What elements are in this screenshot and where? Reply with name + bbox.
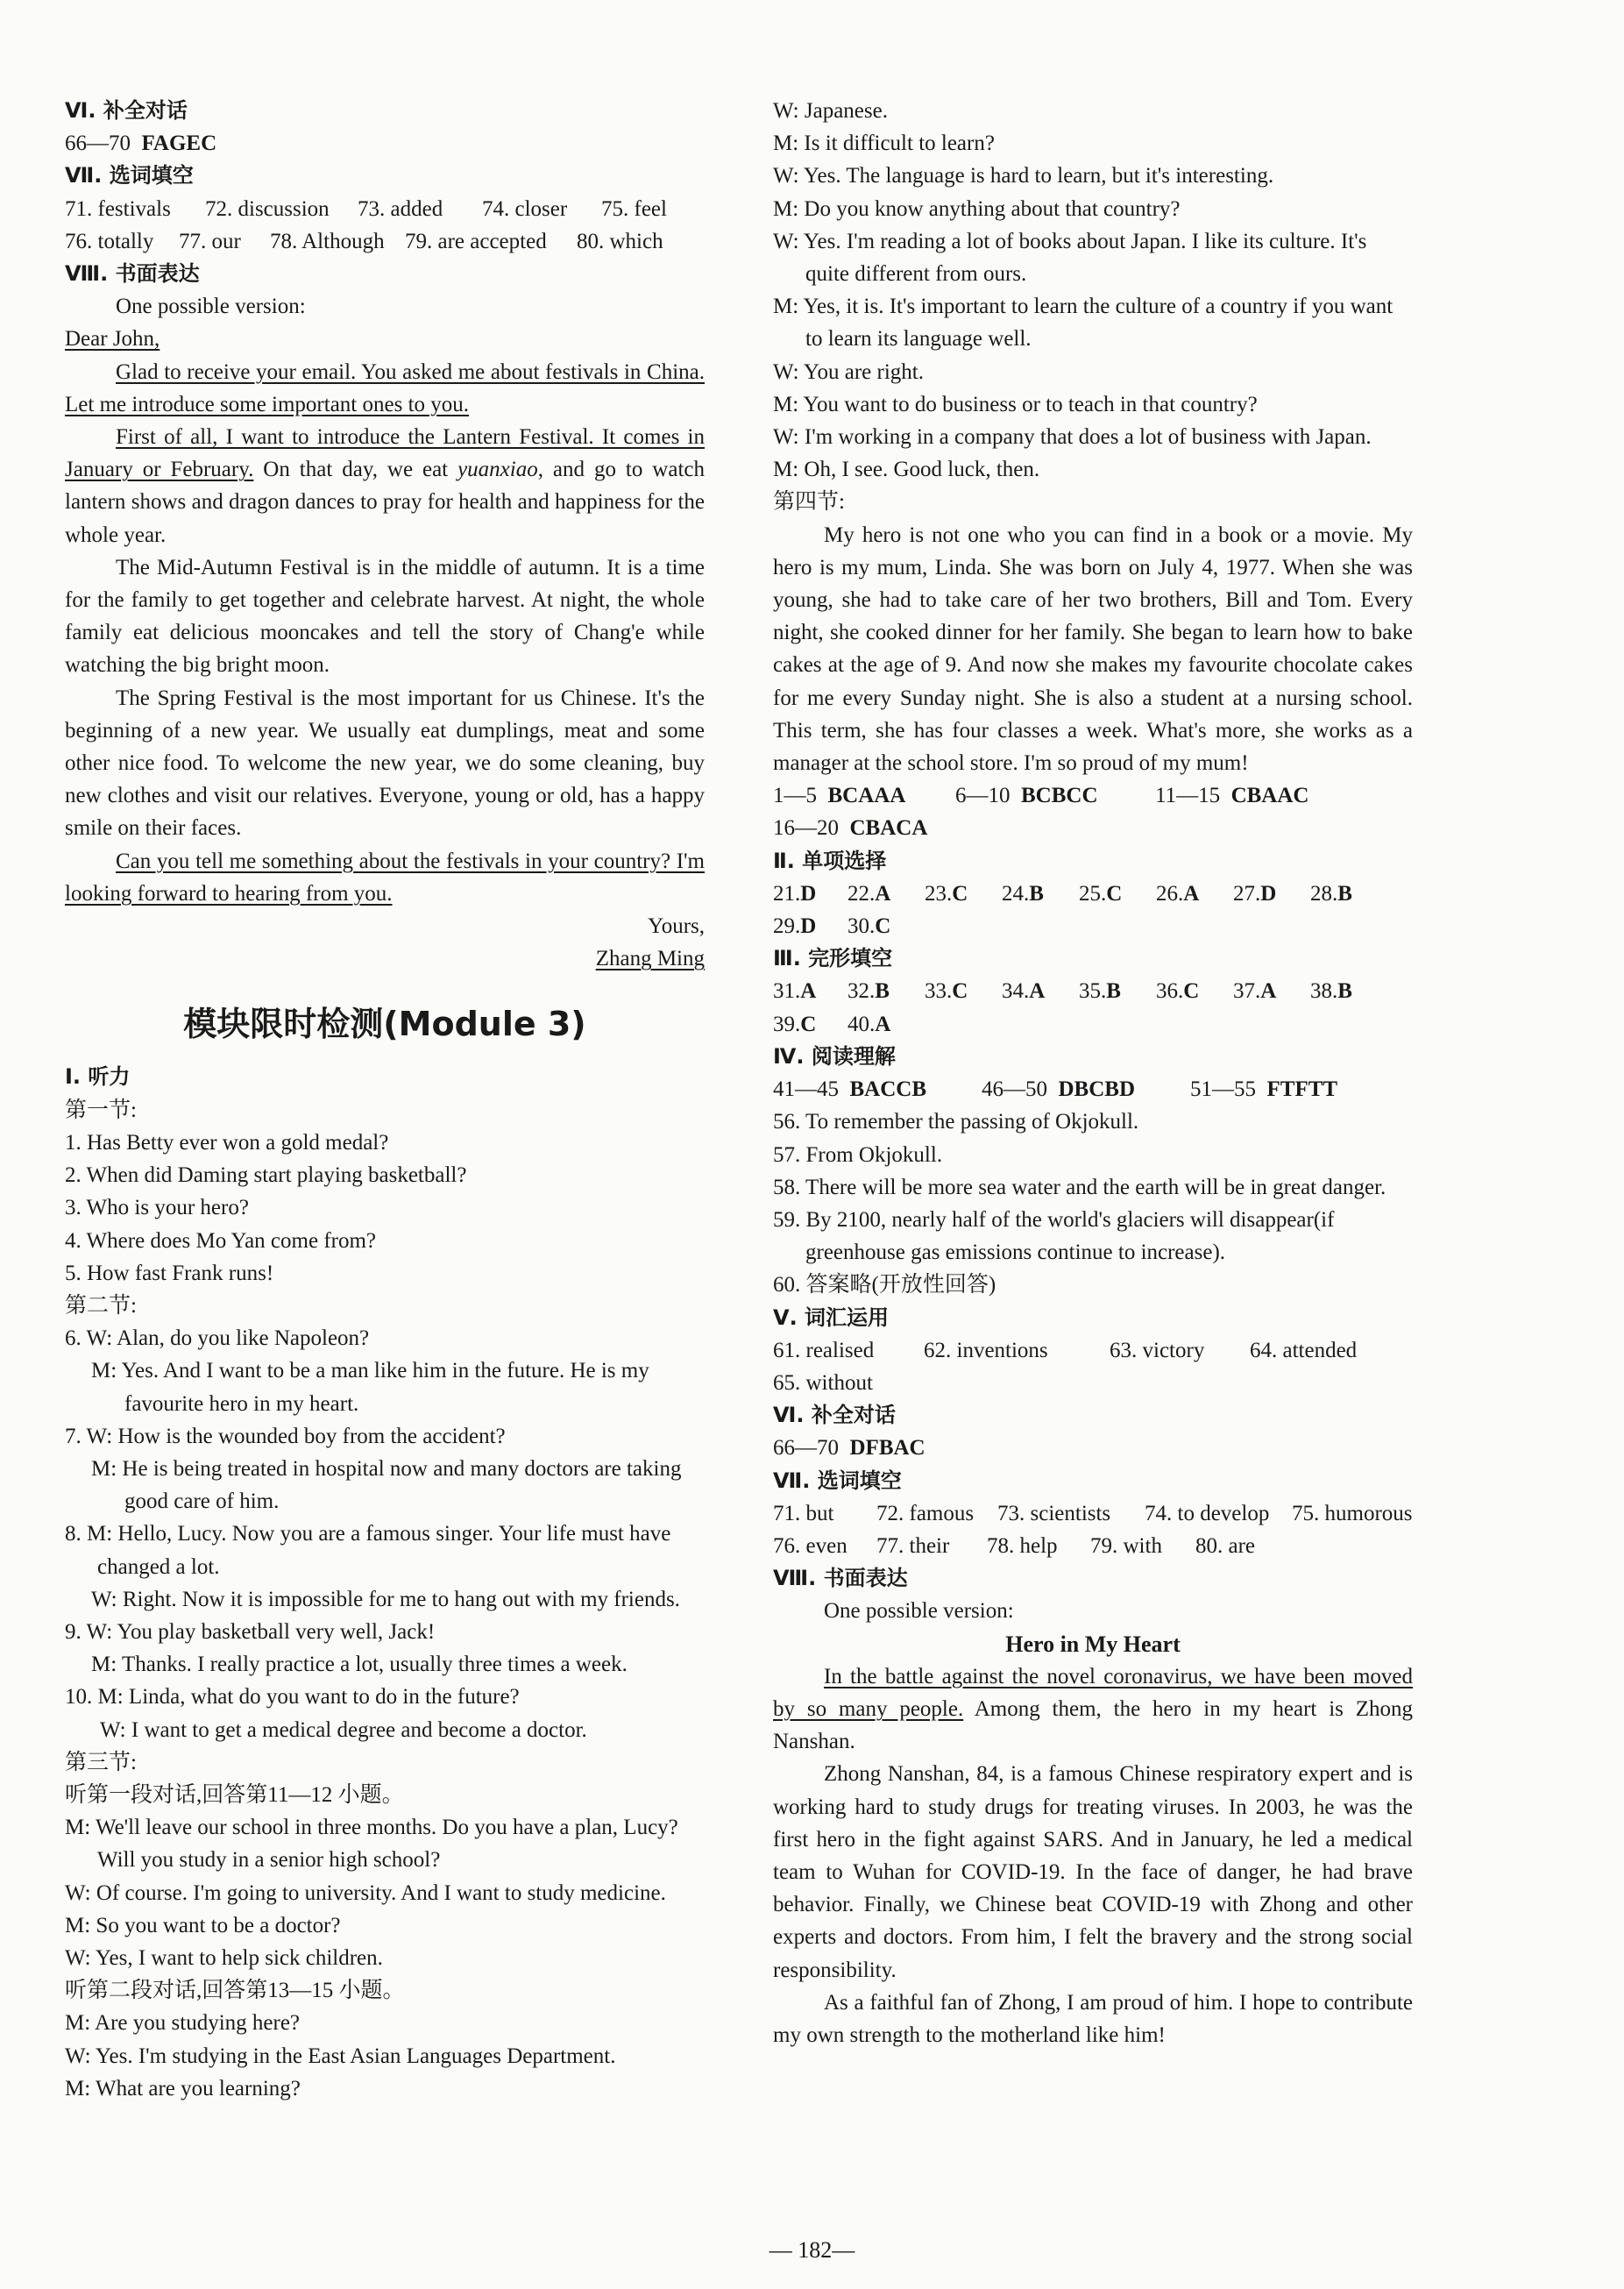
listening-question-3: 3. Who is your hero?	[65, 1196, 249, 1220]
section-heading-single-choice: Ⅱ. 单项选择	[773, 848, 887, 873]
dialogue-8-man: 8. M: Hello, Lucy. Now you are a famous singer. Your life must have changed a lot.	[65, 1522, 671, 1579]
listening-question-1: 1. Has Betty ever won a gold medal?	[65, 1130, 389, 1155]
answer-27: 27.D	[1233, 881, 1277, 906]
letter-paragraph-2: First of all, I want to introduce the Lantern Festival. It comes in January or February. On that day, we eat yuanxiao, and go to watch lantern shows and dragon dances to pray for health and happiness for the whole year.	[65, 425, 705, 547]
answer-78-m3: 78. help	[987, 1533, 1058, 1558]
conversation-2-line-12: W: I'm working in a company that does a lot of business with Japan.	[773, 425, 1372, 450]
answer-group-41-45: 41—45 BACCB	[773, 1077, 927, 1102]
answer-75-m3: 75. humorous	[1292, 1501, 1413, 1525]
answer-80: 80. which	[577, 229, 663, 253]
conversation-2-line-9: M: Yes, it is. It's important to learn the culture of a country if you want to learn its language well.	[773, 295, 1394, 352]
answer-group-16-20: 16—20 CBACA	[773, 816, 928, 841]
answer-35: 35.B	[1079, 979, 1121, 1004]
section-heading-writing-2: Ⅷ. 书面表达	[773, 1566, 908, 1591]
conversation-1-line-4: W: Yes, I want to help sick children.	[65, 1945, 383, 1970]
answer-33: 33.C	[925, 979, 968, 1004]
answer-32: 32.B	[847, 979, 890, 1004]
listening-question-5: 5. How fast Frank runs!	[65, 1261, 274, 1285]
answer-75: 75. feel	[601, 196, 667, 221]
cloze-row-31-38	[773, 975, 1413, 1007]
answer-71: 71. festivals	[65, 196, 171, 221]
reading-answers-41-55	[773, 1073, 1413, 1105]
answer-group-11-15: 11—15 CBAAC	[1155, 784, 1309, 808]
conversation-2-line-11: M: You want to do business or to teach in that country?	[773, 392, 1258, 416]
answer-62: 62. inventions	[924, 1338, 1048, 1362]
answer-73-m3: 73. scientists	[997, 1501, 1111, 1525]
letter-paragraph-4: The Spring Festival is the most important for us Chinese. It's the beginning of a new year. We usually eat dumplings, meat and some other nice food. To welcome the new year, we do some cleaning, buy new clothes and visit our relatives. Everyone, young or old, has a happy smile on their faces.	[65, 686, 705, 841]
section-heading-reading: Ⅳ. 阅读理解	[773, 1043, 896, 1069]
answer-line-66-70: 66—70 FAGEC	[65, 132, 217, 156]
dialogue-7-man: M: He is being treated in hospital now and many doctors are taking good care of him.	[91, 1456, 682, 1514]
page-number: — 182—	[769, 2237, 855, 2263]
answer-36: 36.C	[1156, 979, 1200, 1004]
conversation-2-line-1: M: Are you studying here?	[65, 2011, 301, 2036]
essay-paragraph-1: In the battle against the novel coronavirus, we have been moved by so many people. Among them, the hero in my heart is Zhong Nanshan.	[773, 1664, 1413, 1754]
answer-78: 78. Although	[270, 229, 385, 253]
answer-group-1-5: 1—5 BCAAA	[773, 784, 906, 808]
listening-part-2-label: 第二节:	[65, 1293, 137, 1318]
reading-answer-56: 56. To remember the passing of Okjokull.	[773, 1110, 1139, 1134]
word-fill-row-71-75-module3	[773, 1497, 1413, 1530]
conversation-1-line-2: W: Of course. I'm going to university. And I want to study medicine.	[65, 1880, 666, 1905]
conversation-1-line-3: M: So you want to be a doctor?	[65, 1913, 341, 1937]
answer-21: 21.D	[773, 881, 817, 906]
conversation-2-line-13: M: Oh, I see. Good luck, then.	[773, 458, 1040, 482]
section-heading-word-fill: Ⅶ. 选词填空	[65, 163, 194, 188]
answer-71-m3: 71. but	[773, 1501, 834, 1525]
letter-paragraph-1: Glad to receive your email. You asked me about festivals in China. Let me introduce some important ones to you.	[65, 359, 705, 416]
answer-22: 22.A	[847, 881, 891, 906]
answer-72-m3: 72. famous	[876, 1501, 975, 1525]
answer-39: 39.C	[773, 1012, 817, 1036]
answer-26: 26.A	[1156, 881, 1200, 906]
section-heading-dialogue: Ⅵ. 补全对话	[65, 98, 188, 123]
answer-24: 24.B	[1002, 881, 1044, 906]
dialogue-10-woman: W: I want to get a medical degree and become a doctor.	[100, 1717, 587, 1742]
essay-paragraph-2: Zhong Nanshan, 84, is a famous Chinese respiratory expert and is working hard to study drugs for treating viruses. In 2003, he was the first hero in the fight against SARS. And in January, he led a medical team to Wuhan for COVID-19. In the face of danger, he had brave behavior. Finally, we Chinese beat COVID-19 with Zhong and other experts and doctors. From him, I felt the bravery and the strong social responsibility.	[773, 1762, 1413, 1982]
answer-74: 74. closer	[482, 196, 568, 221]
dialogue-8-woman: W: Right. Now it is impossible for me to hang out with my friends.	[91, 1587, 680, 1611]
answer-group-51-55: 51—55 FTFTT	[1190, 1077, 1338, 1102]
answer-38: 38.B	[1310, 979, 1352, 1004]
answer-72: 72. discussion	[205, 196, 330, 221]
answer-76-m3: 76. even	[773, 1533, 847, 1558]
answer-74-m3: 74. to develop	[1145, 1501, 1270, 1525]
essay-paragraph-3: As a faithful fan of Zhong, I am proud of him. I hope to contribute my own strength to the motherland like him!	[773, 1990, 1413, 2047]
listening-passage: My hero is not one who you can find in a book or a movie. My hero is my mum, Linda. She was born on July 4, 1977. When she was young, she had to take care of her two brothers, Bill and Tom. Every night, she cooked dinner for her family. She began to learn how to bake cakes at the age of 9. And now she makes my favourite chocolate cakes for me every Sunday night. She is also a student at a nursing school. This term, she has four classes a week. What's more, she works as a manager at the school store. I'm so proud of my mum!	[773, 522, 1413, 776]
reading-answer-58: 58. There will be more sea water and the earth will be in great danger.	[773, 1175, 1386, 1199]
word-fill-row-76-80-module3	[773, 1530, 1413, 1562]
conversation-2-line-10: W: You are right.	[773, 359, 924, 384]
answer-40: 40.A	[847, 1012, 891, 1036]
vocabulary-row-61-64	[773, 1334, 1413, 1367]
answer-30: 30.C	[847, 914, 891, 939]
single-choice-row-29-30	[773, 910, 1413, 942]
answer-61: 61. realised	[773, 1338, 875, 1362]
answer-73: 73. added	[358, 196, 443, 221]
cloze-row-39-40	[773, 1008, 1413, 1041]
answer-65: 65. without	[773, 1370, 873, 1395]
listening-question-4: 4. Where does Mo Yan come from?	[65, 1228, 377, 1253]
answer-63: 63. victory	[1110, 1338, 1205, 1362]
section-heading-writing: Ⅷ. 书面表达	[65, 261, 200, 287]
answer-line-66-70-module3: 66—70 DFBAC	[773, 1436, 925, 1461]
letter-paragraph-3: The Mid-Autumn Festival is in the middle of autumn. It is a time for the family to get together and celebrate harvest. At night, the whole family eat delicious mooncakes and tell the story of Chang'e while watching the big bright moon.	[65, 555, 705, 678]
answer-25: 25.C	[1079, 881, 1123, 906]
letter-signer: Zhang Ming	[595, 947, 705, 971]
word-fill-row-71-75	[65, 193, 705, 225]
section-heading-dialogue-2: Ⅵ. 补全对话	[773, 1403, 896, 1428]
possible-version-label: One possible version:	[116, 295, 306, 319]
letter-greeting: Dear John,	[65, 327, 160, 352]
module-test-title: 模块限时检测(Module 3)	[183, 1005, 586, 1044]
answer-group-6-10: 6—10 BCBCC	[955, 784, 1098, 808]
answer-37: 37.A	[1233, 979, 1277, 1004]
conversation-2-line-8: W: Yes. I'm reading a lot of books about Japan. I like its culture. It's quite different from ours.	[773, 229, 1367, 287]
dialogue-7-woman: 7. W: How is the wounded boy from the accident?	[65, 1424, 506, 1448]
listening-part-3-label: 第三节:	[65, 1750, 137, 1774]
conversation-2-line-3: M: What are you learning?	[65, 2076, 301, 2101]
conversation-1-line-1: M: We'll leave our school in three months. Do you have a plan, Lucy? Will you study in a senior high school?	[65, 1816, 678, 1873]
conversation-2-line-7: M: Do you know anything about that country?	[773, 196, 1181, 221]
possible-version-label-2: One possible version:	[824, 1599, 1014, 1624]
listening-part-4-label: 第四节:	[773, 490, 845, 515]
answer-31: 31.A	[773, 979, 817, 1004]
single-choice-row-21-28	[773, 878, 1413, 910]
listening-part-1-label: 第一节:	[65, 1098, 137, 1122]
section-heading-vocabulary: Ⅴ. 词汇运用	[773, 1304, 890, 1330]
answer-76: 76. totally	[65, 229, 154, 253]
dialogue-9-man: M: Thanks. I really practice a lot, usually three times a week.	[91, 1653, 628, 1677]
answer-80-m3: 80. are	[1195, 1533, 1256, 1558]
answer-group-46-50: 46—50 DBCBD	[982, 1077, 1136, 1102]
letter-closing: Yours,	[648, 914, 705, 939]
listening-answers-1-15	[773, 779, 1413, 812]
conversation-2-line-5: M: Is it difficult to learn?	[773, 132, 995, 156]
essay-title: Hero in My Heart	[1005, 1631, 1181, 1657]
word-fill-row-76-80	[65, 225, 705, 258]
answer-28: 28.B	[1310, 881, 1352, 906]
dialogue-6-woman: 6. W: Alan, do you like Napoleon?	[65, 1326, 370, 1351]
reading-answer-60: 60. 答案略(开放性回答)	[773, 1273, 996, 1297]
letter-paragraph-5: Can you tell me something about the festivals in your country? I'm looking forward to hearing from you.	[65, 849, 705, 906]
answer-23: 23.C	[925, 881, 968, 906]
conversation-2-instruction: 听第二段对话,回答第13—15 小题。	[65, 1979, 405, 2003]
dialogue-10-man: 10. M: Linda, what do you want to do in the future?	[65, 1685, 520, 1710]
section-heading-cloze: Ⅲ. 完形填空	[773, 946, 893, 971]
section-heading-word-fill-2: Ⅶ. 选词填空	[773, 1468, 902, 1493]
reading-answer-57: 57. From Okjokull.	[773, 1142, 943, 1167]
answer-77: 77. our	[179, 229, 241, 253]
answer-79: 79. are accepted	[405, 229, 547, 253]
conversation-1-instruction: 听第一段对话,回答第11—12 小题。	[65, 1782, 404, 1807]
answer-77-m3: 77. their	[876, 1533, 950, 1558]
reading-answer-59: 59. By 2100, nearly half of the world's glaciers will disappear(if greenhouse gas emissions continue to increase).	[773, 1207, 1335, 1265]
section-heading-listening: Ⅰ. 听力	[65, 1064, 131, 1090]
dialogue-9-woman: 9. W: You play basketball very well, Jack!	[65, 1619, 436, 1644]
answer-29: 29.D	[773, 914, 817, 939]
conversation-2-line-2: W: Yes. I'm studying in the East Asian Languages Department.	[65, 2044, 616, 2068]
left-column	[65, 95, 705, 2105]
conversation-2-line-6: W: Yes. The language is hard to learn, but it's interesting.	[773, 164, 1274, 188]
answer-79-m3: 79. with	[1090, 1533, 1162, 1558]
right-column	[773, 95, 1413, 2051]
answer-64: 64. attended	[1250, 1338, 1358, 1362]
listening-question-2: 2. When did Daming start playing basketball?	[65, 1163, 467, 1188]
dialogue-6-man: M: Yes. And I want to be a man like him in the future. He is my favourite hero in my heart.	[91, 1359, 649, 1416]
conversation-2-line-4: W: Japanese.	[773, 99, 888, 123]
answer-34: 34.A	[1002, 979, 1046, 1004]
